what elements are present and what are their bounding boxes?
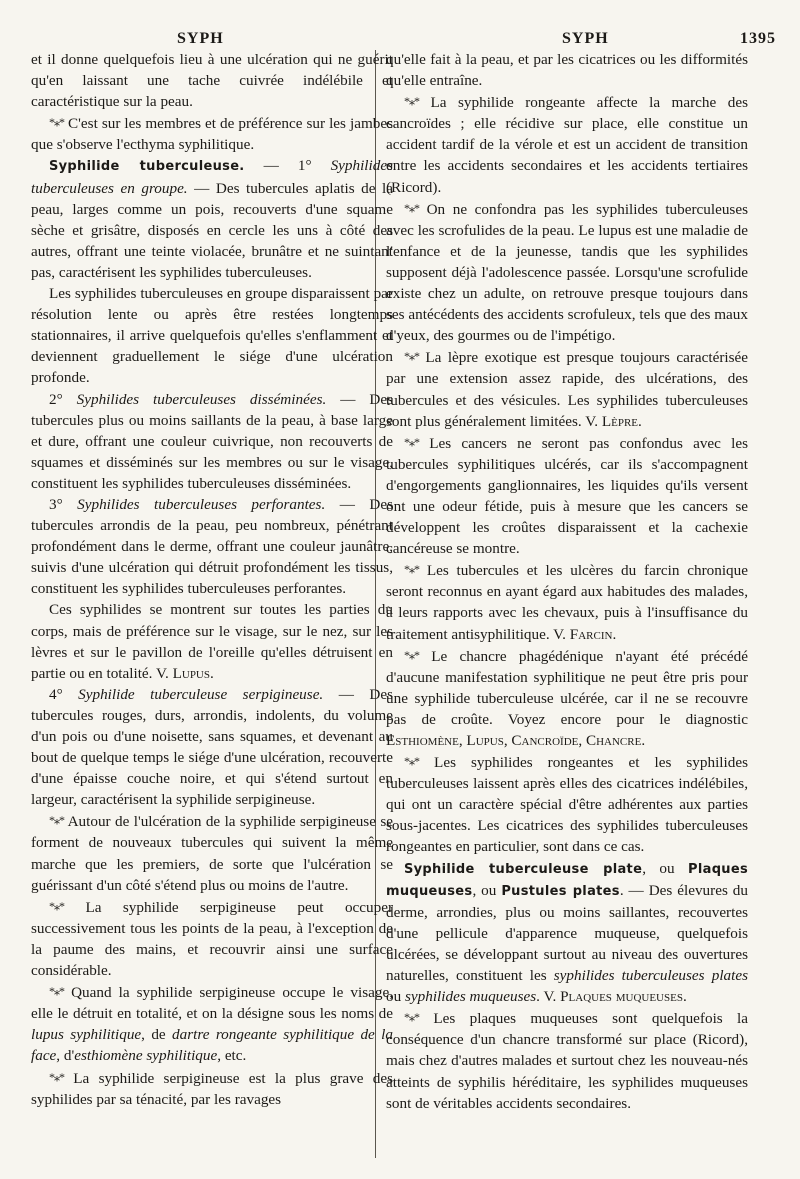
paragraph: *⁎* On ne confondra pas les syphilides tuberculeuses avec les scrofulides de la peau. Le lupus est une maladie de l'enfance et de la jeunesse, tandis que les syphilides supposent déjà l'adolescence passée. Lorsqu'une scrofulide existe chez un adulte, on retrouve presque toujours dans ses antécédents des accidents scrofuleux, tels que des maux d'yeux, des gourmes ou de l'impétigo. xyxy=(386,200,748,345)
cross-reference: Plaques muqueuses xyxy=(560,988,683,1006)
asterism: *⁎* xyxy=(49,898,64,913)
paragraph: *⁎* Le chancre phagédénique n'ayant été précédé d'aucune manifestation syphilitique ne peut être pris pour une syphilide tuberculeuse ulcérée, car il ne se recouvre pas de croûte. Voyez encore pour le diagnostic Esthiomène, Lupus, Cancroïde, Chancre. xyxy=(386,647,748,749)
paragraph: Ces syphilides se montrent sur toutes les parties du corps, mais de préférence sur le visage, sur le nez, sur les lèvres et sur le pavillon de l'oreille qu'elles détruisent en partie ou en totalité. V. Lupus. xyxy=(31,601,393,682)
paragraph: *⁎* Les plaques muqueuses sont quelquefois la conséquence d'un chancre transformé sur place (Ricord), mais chez d'autres malades et surtout chez les nouveau-nés atteints de syphilis héréditaire, les syphilides muqueuses sont de véritables accidents secondaires. xyxy=(386,1010,748,1112)
cross-reference: Farcin xyxy=(569,625,613,643)
asterism: *⁎* xyxy=(404,94,419,109)
asterism: *⁎* xyxy=(404,647,419,662)
paragraph: qu'elle fait à la peau, et par les cicatrices ou les difformités qu'elle entraîne. xyxy=(386,51,748,90)
entry-plate: Syphilide tuberculeuse plate, ou Plaques muqueuses, ou Pustules plates. — Des élevures du derme, arrondies, plus ou moins saillantes, recouvertes d'une pellicule d'apparence muqueuse, quelquefois ulcérées, se développant surtout au niveau des ouvertures naturelles, constituent les syphilides tuberculeuses plates ou syphilides muqueuses. V. Plaques muqueuses. xyxy=(386,859,748,1006)
paragraph: *⁎* C'est sur les membres et de préférence sur les jambes que s'observe l'ecthyma syphilitique. xyxy=(31,115,393,154)
paragraph: *⁎* La syphilide rongeante affecte la marche des cancroïdes ; elle récidive sur place, elle constitue un accident tardif de la vérole et est un accident de transition entre les accidents secondaires et les accidents tertiaires (Ricord). xyxy=(386,94,748,196)
entry-heading: Syphilide tuberculeuse plate xyxy=(404,861,643,877)
asterism: *⁎* xyxy=(404,349,419,364)
header-left-word: SYPH xyxy=(177,30,224,47)
paragraph: 2° Syphilides tuberculeuses disséminées. — Des tubercules plus ou moins saillants de la peau, à base large et dure, offrant une couleur cuivrique, non recouverts de squames et disséminés sur les membres ou sur le visage, constituent les syphilides tuberculeuses disséminées. xyxy=(31,390,393,492)
paragraph: *⁎* La syphilide serpigineuse est la plus grave des syphilides par sa ténacité, par les ravages xyxy=(31,1069,393,1108)
asterism: *⁎* xyxy=(404,200,419,215)
right-column xyxy=(386,49,748,1161)
paragraph: 3° Syphilides tuberculeuses perforantes. — Des tubercules arrondis de la peau, peu nombreux, pénétrant profondément dans le derme, offrant une couleur jaunâtre, suivis d'une ulcération qui détruit profondément les tissus, constituent les syphilides tuberculeuses perforantes. xyxy=(31,495,393,598)
paragraph: *⁎* Les cancers ne seront pas confondus avec les tubercules syphilitiques ulcérés, car ils s'accompagnent d'engorgements ganglionnaires, les liquides qu'ils versent ont une odeur fétide, puis à mesure que les cancers se développent les croûtes disparaissent et la cachexie cancéreuse se montre. xyxy=(386,434,748,558)
entry-heading: Plaques muqueuses xyxy=(386,861,748,899)
asterism: *⁎* xyxy=(404,754,419,769)
asterism: *⁎* xyxy=(49,1069,64,1084)
entry-tuberculeuse: Syphilide tuberculeuse. — 1° Syphilides tuberculeuses en groupe. — Des tubercules aplatis de la peau, larges comme un pois, recouverts d'une squame sèche et grisâtre, disposés en cercle les uns à côté des autres, offrant une teinte violacée, brunâtre et ne suintant pas, caractérisent les syphilides tuberculeuses. xyxy=(31,157,393,281)
page-number: 1395 xyxy=(740,30,776,47)
asterism: *⁎* xyxy=(404,434,419,449)
asterism: *⁎* xyxy=(49,984,64,999)
asterism: *⁎* xyxy=(49,115,64,130)
cross-reference: Esthiomène, Lupus, Cancroïde, Chancre xyxy=(386,732,642,749)
paragraph: *⁎* Les syphilides rongeantes et les syphilides tuberculeuses laissent après elles des cicatrices indélébiles, qui ont un caractère spécial d'être adhérentes aux parties sous-jacentes. Les cicatrices des syphilides tuberculeuses rongeantes en particulier, sont dans ce cas. xyxy=(386,754,748,856)
cross-reference: Lèpre xyxy=(601,412,638,430)
paragraph: Les syphilides tuberculeuses en groupe disparaissent par résolution lente ou après être restées longtemps stationnaires, il arrive quelquefois qu'elles s'enflamment et deviennent graduellement le siége d'une ulcération profonde. xyxy=(31,285,393,387)
paragraph: *⁎* La syphilide serpigineuse peut occuper successivement tous les points de la peau, à l'exception de la paume des mains, et recouvrir ainsi une surface considérable. xyxy=(31,898,393,980)
paragraph: *⁎* Les tubercules et les ulcères du farcin chronique seront reconnus en ayant égard aux habitudes des malades, à leurs rapports avec les chevaux, puis à l'insuffisance du traitement antisyphilitique. V. Farcin. xyxy=(386,562,748,643)
paragraph: *⁎* La lèpre exotique est presque toujours caractérisée par une extension assez rapide, des ulcérations, des tubercules et des vésicules. Les syphilides tuberculeuses sont plus généralement limitées. V. Lèpre. xyxy=(386,349,748,430)
subheading: Syphilides tuberculeuses en groupe. xyxy=(31,157,393,197)
entry-heading: Syphilide tuberculeuse. xyxy=(49,159,245,175)
asterism: *⁎* xyxy=(404,562,419,577)
paragraph: et il donne quelquefois lieu à une ulcération qui ne guérit qu'en laissant une tache cuivrée indélébile et caractéristique sur la peau. xyxy=(31,51,393,111)
cross-reference: Lupus xyxy=(172,664,210,682)
asterism: *⁎* xyxy=(404,1010,419,1025)
subheading: Syphilide tuberculeuse serpigineuse. xyxy=(78,685,324,703)
entry-heading: Pustules plates xyxy=(501,883,620,899)
paragraph: 4° Syphilide tuberculeuse serpigineuse. — Des tubercules rouges, durs, arrondis, indolents, du volume d'un pois ou d'une noisette, sans squames, et devenant au bout de quelque temps le siége d'une ulcération, recouverte d'une épaisse couche noire, et qui s'étend surtout en largeur, caractérisent la syphilide serpigineuse. xyxy=(31,685,393,809)
header-right-word: SYPH xyxy=(562,30,609,47)
subheading: Syphilides tuberculeuses perforantes. xyxy=(77,495,326,513)
left-column xyxy=(31,49,393,1161)
asterism: *⁎* xyxy=(49,813,64,828)
subheading: Syphilides tuberculeuses disséminées. xyxy=(76,390,327,408)
paragraph: *⁎* Quand la syphilide serpigineuse occupe le visage, elle le détruit en totalité, et on la désigne sous les noms de lupus syphilitique, de dartre rongeante syphilitique de la face, d'esthiomène syphilitique, etc. xyxy=(31,984,393,1065)
paragraph: *⁎* Autour de l'ulcération de la syphilide serpigineuse se forment de nouveaux tubercules qui suivent la même marche que les premiers, de sorte que l'ulcération se guérissant d'un côté s'étend plus ou moins de l'autre. xyxy=(31,813,393,894)
